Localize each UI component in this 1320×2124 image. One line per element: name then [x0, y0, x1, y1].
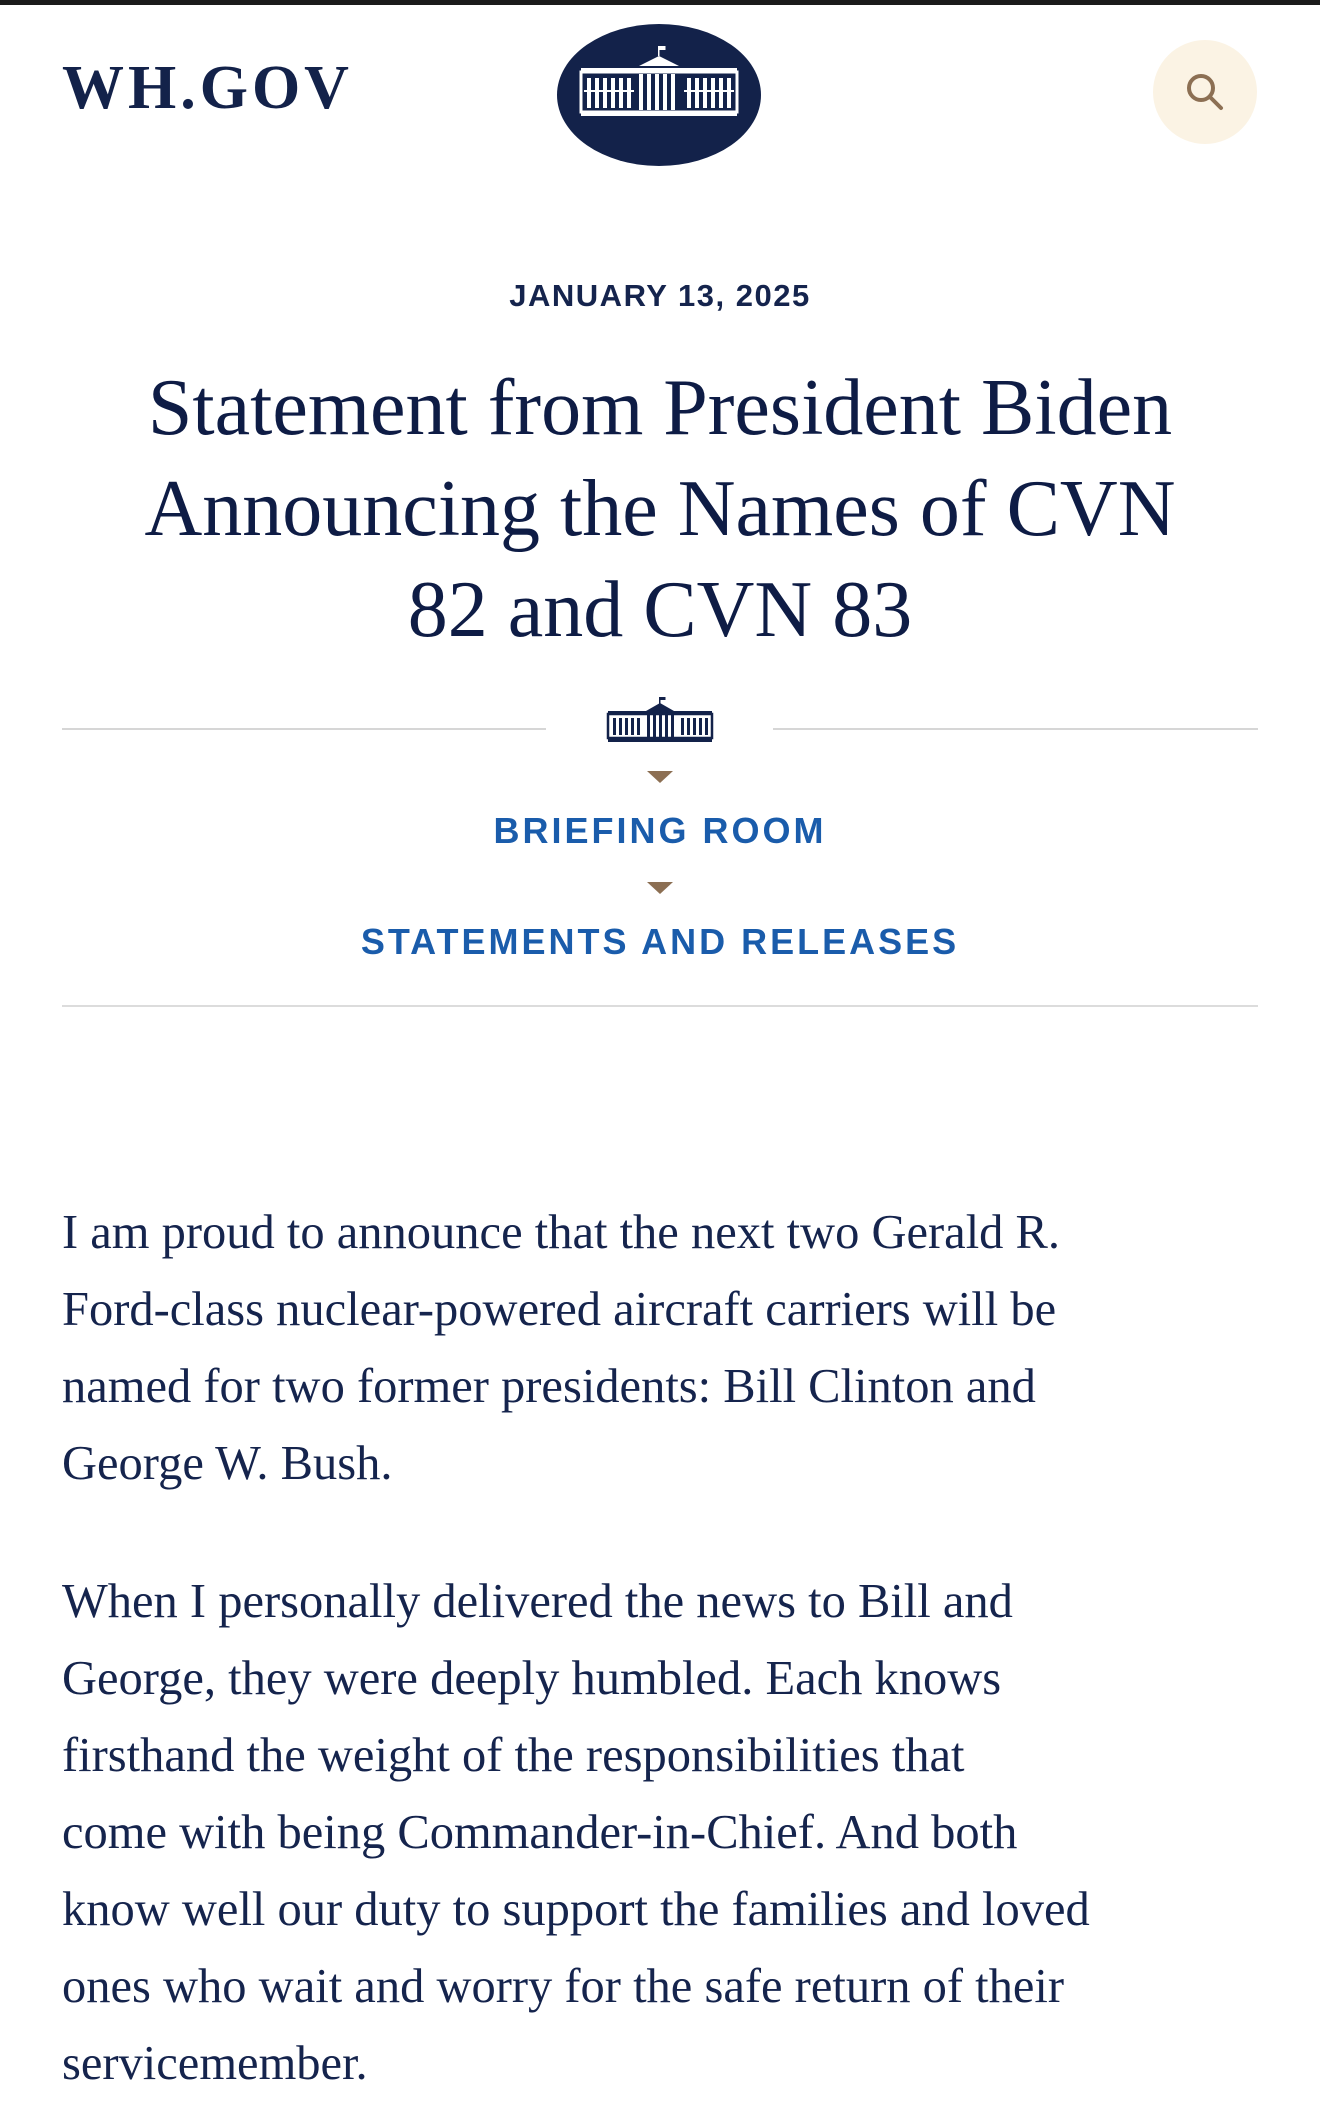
paragraph-line: named for two former presidents: Bill Clinton and	[62, 1360, 1036, 1413]
paragraph-line: Ford-class nuclear-powered aircraft carriers will be	[62, 1283, 1057, 1336]
page-title	[40, 358, 1280, 661]
paragraph-line: come with being Commander-in-Chief. And both	[62, 1806, 1018, 1859]
white-house-seal-icon[interactable]	[557, 24, 761, 166]
article-date: JANUARY 13, 2025	[509, 278, 811, 313]
title-line: 82 and CVN 83	[407, 566, 913, 654]
paragraph-line: I am proud to announce that the next two Gerald R.	[62, 1206, 1061, 1259]
site-header	[0, 5, 1320, 185]
search-icon	[1183, 70, 1227, 114]
caret-down-icon	[647, 882, 673, 894]
body-paragraph	[62, 1194, 1272, 1502]
paragraph-line: George, they were deeply humbled. Each knows	[62, 1652, 1002, 1705]
paragraph-line: know well our duty to support the families and loved	[62, 1883, 1090, 1936]
breadcrumb-statements-and-releases[interactable]: STATEMENTS AND RELEASES	[360, 921, 960, 962]
divider-line-right	[773, 728, 1258, 730]
divider-line-left	[62, 728, 546, 730]
paragraph-line: ones who wait and worry for the safe return of their	[62, 1960, 1064, 2013]
paragraph-line: servicemember.	[62, 2037, 368, 2090]
search-button[interactable]	[1153, 40, 1257, 144]
title-line: Statement from President Biden	[147, 364, 1173, 452]
white-house-icon	[606, 697, 714, 745]
caret-down-icon	[647, 771, 673, 783]
paragraph-line: firsthand the weight of the responsibilities that	[62, 1729, 965, 1782]
paragraph-line: When I personally delivered the news to Bill and	[62, 1575, 1013, 1628]
section-divider	[62, 1005, 1258, 1007]
site-logo-link[interactable]: WH.GOV	[62, 54, 353, 122]
paragraph-line: George W. Bush.	[62, 1437, 393, 1490]
title-line: Announcing the Names of CVN	[144, 465, 1176, 553]
body-paragraph	[62, 1563, 1272, 2102]
breadcrumb-briefing-room[interactable]: BRIEFING ROOM	[493, 810, 827, 851]
